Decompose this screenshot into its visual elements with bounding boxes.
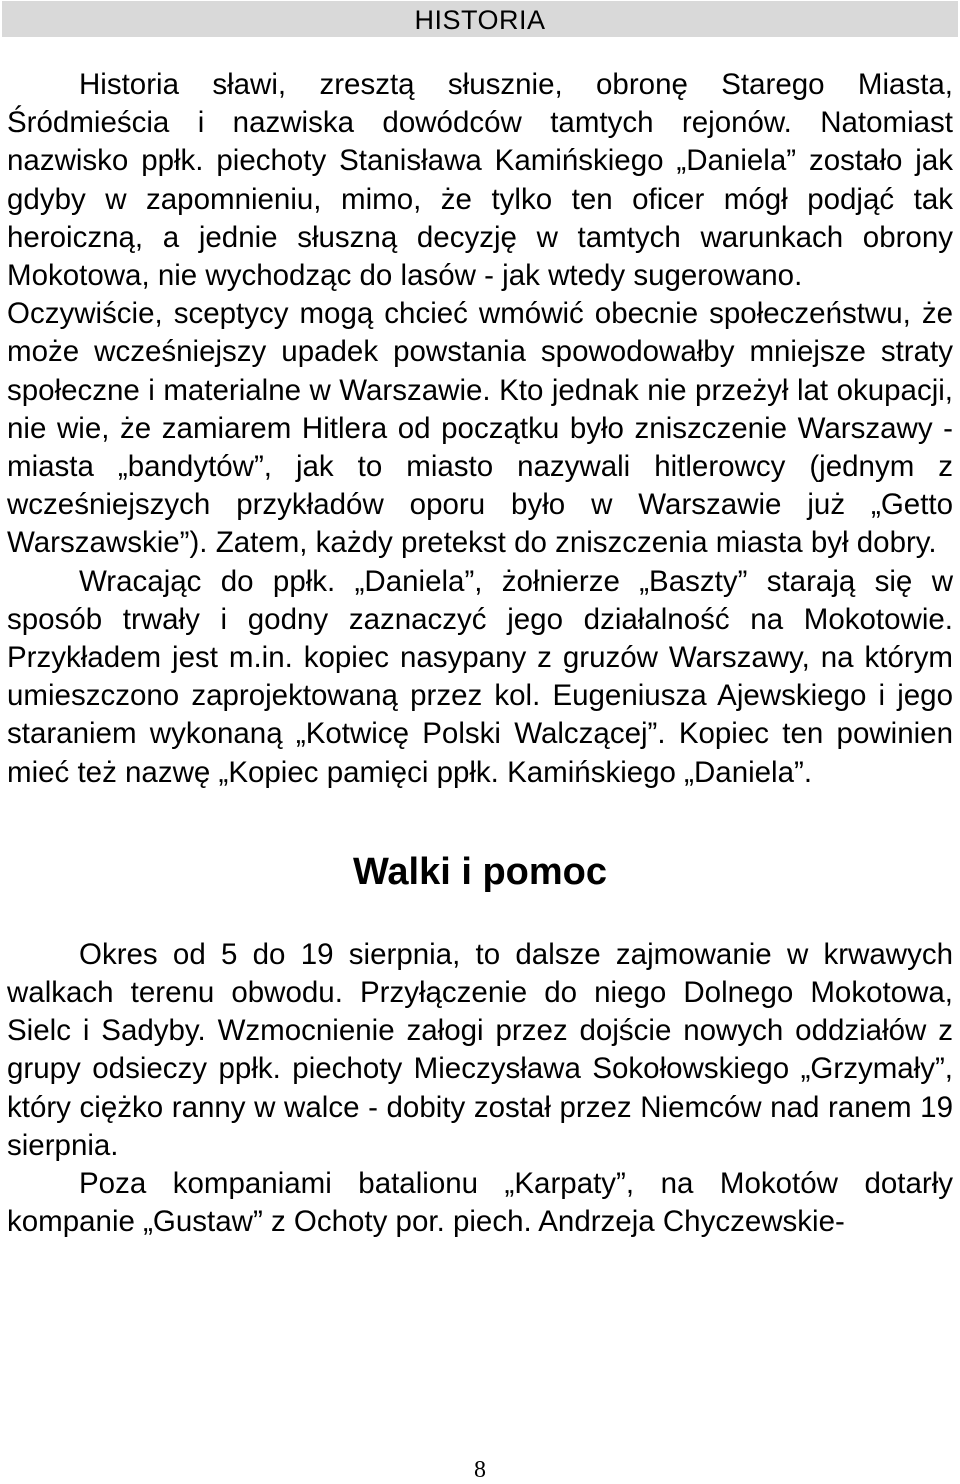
history-paragraph-3: Wracając do ppłk. „Daniela”, żołnierze „Baszty” starają się w sposób trwały i godny zaznaczyć jego działalność na Mokotowie. Przykładem jest m.in. kopiec nasypany z gruzów Warszawy, na którym umieszczono zaprojektowaną przez kol. Eugeniusza Ajewskiego i jego staraniem wykonaną „Kotwicę Polski Walczącej”. Kopiec ten powinien mieć też nazwę „Kopiec pamięci ppłk. Kamińskiego „Daniela”. [7,564,953,789]
section-header-title: HISTORIA [414,4,546,35]
page-number: 8 [474,1457,486,1483]
section-paragraph-1: Okres od 5 do 19 sierpnia, to dalsze zajmowanie w krwawych walkach terenu obwodu. Przyłączenie do niego Dolnego Mokotowa, Sielc i Sadyby. Wzmocnienie załogi przez dojście nowych oddziałów z grupy odsieczy ppłk. piechoty Mieczysława Sokołowskiego „Grzymały”, który ciężko ranny w walce - dobity został przez Niemców nad ranem 19 sierpnia. [7,937,953,1162]
section-heading: Walki i pomoc [352,850,608,893]
page-body [7,66,953,1241]
section-header-bar [2,1,958,37]
history-paragraph-1: Historia sławi, zresztą słusznie, obronę Starego Miasta, Śródmieścia i nazwiska dowódców tamtych rejonów. Natomiast nazwisko ppłk. piechoty Stanisława Kamińskiego „Daniela” zostało jak gdyby w zapomnieniu, mimo, że tylko ten oficer mógł podjąć tak heroiczną, a jednie słuszną decyzję w tamtych warunkach obrony Mokotowa, nie wychodząc do lasów - jak wtedy sugerowano. [7,68,953,293]
history-paragraph-2: Oczywiście, sceptycy mogą chcieć wmówić obecnie społeczeństwu, że może wcześniejszy upadek powstania spowodowałby mniejsze straty społeczne i materialne w Warszawie. Kto jednak nie przeżył lat okupacji, nie wie, że zamiarem Hitlera od początku było zniszczenie Warszawy - miasta „bandytów”, jak to miasto nazywali hitlerowcy (jednym z wcześniejszych przykładów oporu było w Warszawie już „Getto Warszawskie”). Zatem, każdy pretekst do zniszczenia miasta był dobry. [7,297,953,560]
section-paragraph-2: Poza kompaniami batalionu „Karpaty”, na Mokotów dotarły kompanie „Gustaw” z Ochoty por. piech. Andrzeja Chyczewskie- [7,1167,953,1239]
